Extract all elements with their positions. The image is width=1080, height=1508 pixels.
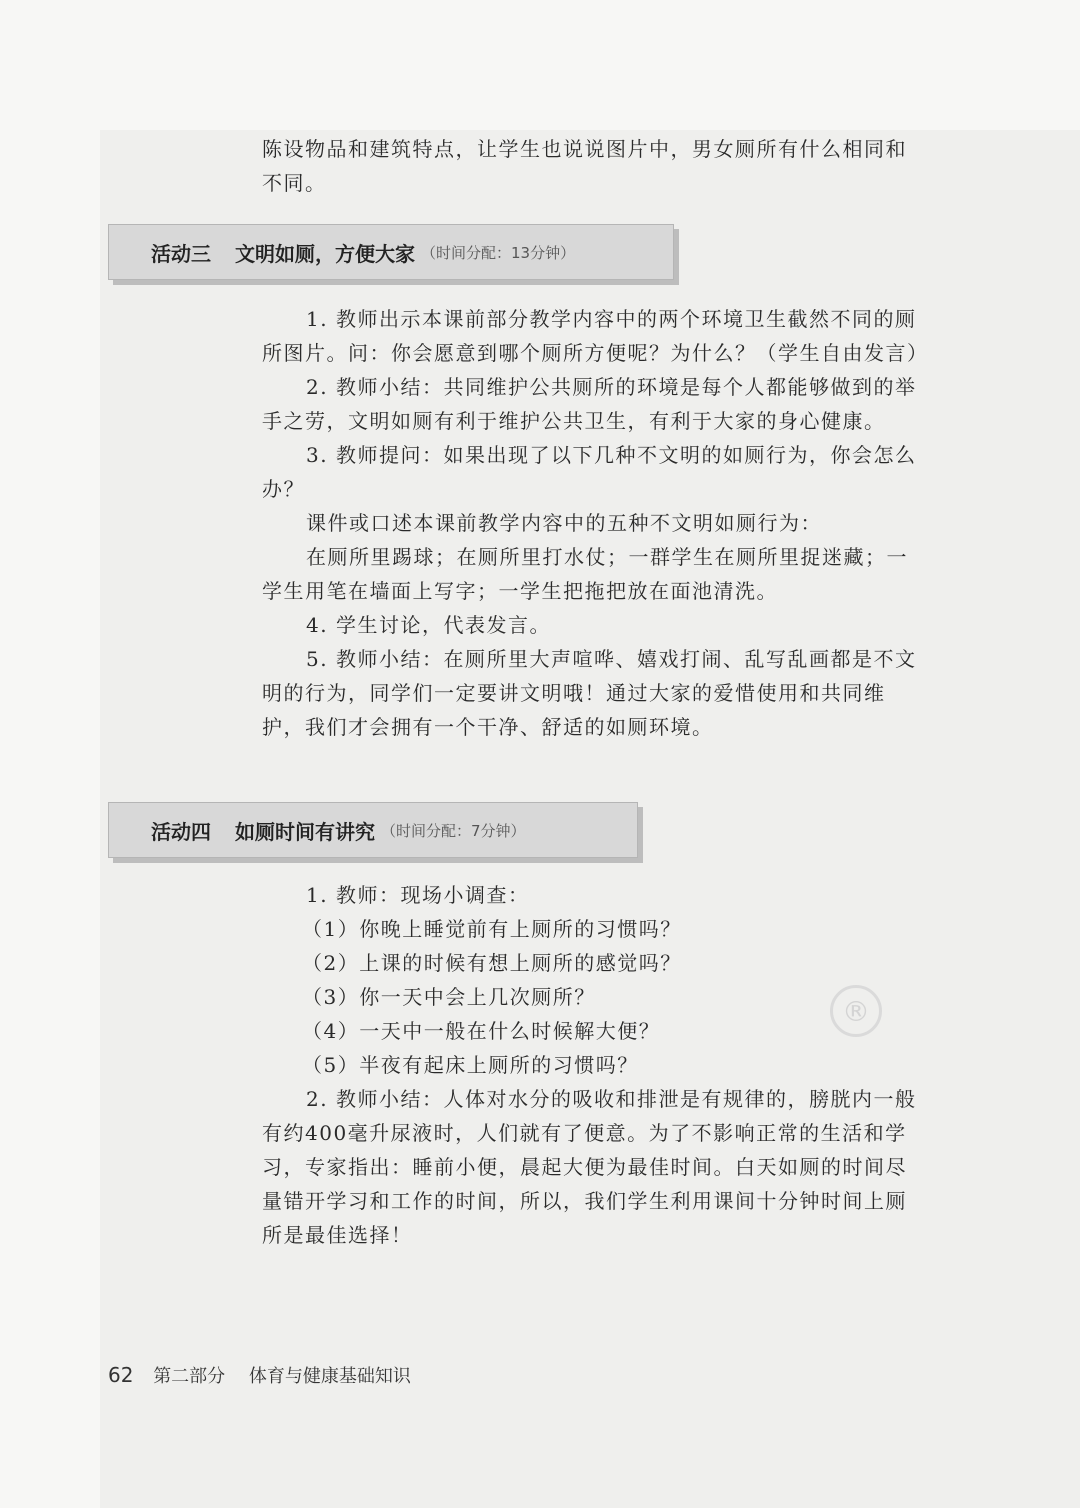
activity4-time: （时间分配：7分钟） (381, 821, 526, 840)
activity3-paragraph-4: 课件或口述本课前教学内容中的五种不文明如厕行为： (306, 511, 822, 535)
activity4-content (262, 878, 922, 1252)
activity3-banner (108, 224, 674, 280)
intro-text (262, 132, 922, 200)
activity4-title: 如厕时间有讲究 (235, 819, 375, 844)
footer-section: 体育与健康基础知识 (248, 1366, 411, 1387)
survey-title: 1. 教师：现场小调查： (306, 883, 530, 907)
page-number: 62 (108, 1363, 134, 1387)
activity4-label: 活动四 (151, 819, 211, 844)
activity4-summary: 2. 教师小结：人体对水分的吸收和排泄是有规律的，膀胱内一般有约400毫升尿液时，人们就有了便意。为了不影响正常的生活和学习，专家指出：睡前小便，晨起大便为最佳时间。白天如厕的时间尽量错开学习和工作的时间，所以，我们学生利用课间十分钟时间上厕所是最佳选择！ (262, 1087, 917, 1247)
survey-question-1: （1）你晚上睡觉前有上厕所的习惯吗？ (302, 917, 682, 941)
activity3-paragraph-5: 在厕所里踢球；在厕所里打水仗；一群学生在厕所里捉迷藏；一学生用笔在墙面上写字；一学生把拖把放在面池清洗。 (262, 545, 908, 603)
page-footer (108, 1362, 411, 1388)
activity3-time: （时间分配：13分钟） (421, 243, 576, 262)
activity3-paragraph-7: 5. 教师小结：在厕所里大声喧哗、嬉戏打闹、乱写乱画都是不文明的行为，同学们一定要讲文明哦！通过大家的爱惜使用和共同维护，我们才会拥有一个干净、舒适的如厕环境。 (262, 647, 917, 739)
intro-paragraph: 陈设物品和建筑特点，让学生也说说图片中，男女厕所有什么相同和不同。 (262, 137, 907, 195)
survey-question-4: （4）一天中一般在什么时候解大便？ (302, 1019, 661, 1043)
activity3-paragraph-6: 4. 学生讨论，代表发言。 (306, 613, 551, 637)
activity3-title: 文明如厕，方便大家 (235, 241, 415, 266)
survey-question-2: （2）上课的时候有想上厕所的感觉吗？ (302, 951, 682, 975)
footer-part: 第二部分 (153, 1366, 226, 1387)
activity3-paragraph-2: 2. 教师小结：共同维护公共厕所的环境是每个人都能够做到的举手之劳，文明如厕有利于维护公共卫生，有利于大家的身心健康。 (262, 375, 917, 433)
survey-question-3: （3）你一天中会上几次厕所？ (302, 985, 596, 1009)
activity3-content (262, 302, 929, 744)
activity4-banner (108, 802, 638, 858)
survey-question-5: （5）半夜有起床上厕所的习惯吗？ (302, 1053, 639, 1077)
activity3-label: 活动三 (151, 241, 211, 266)
activity3-paragraph-3: 3. 教师提问：如果出现了以下几种不文明的如厕行为，你会怎么办？ (262, 443, 917, 501)
activity3-paragraph-1: 1. 教师出示本课前部分教学内容中的两个环境卫生截然不同的厕所图片。问：你会愿意到哪个厕所方便呢？为什么？（学生自由发言） (262, 307, 929, 365)
registered-watermark-icon: ® (830, 985, 882, 1037)
